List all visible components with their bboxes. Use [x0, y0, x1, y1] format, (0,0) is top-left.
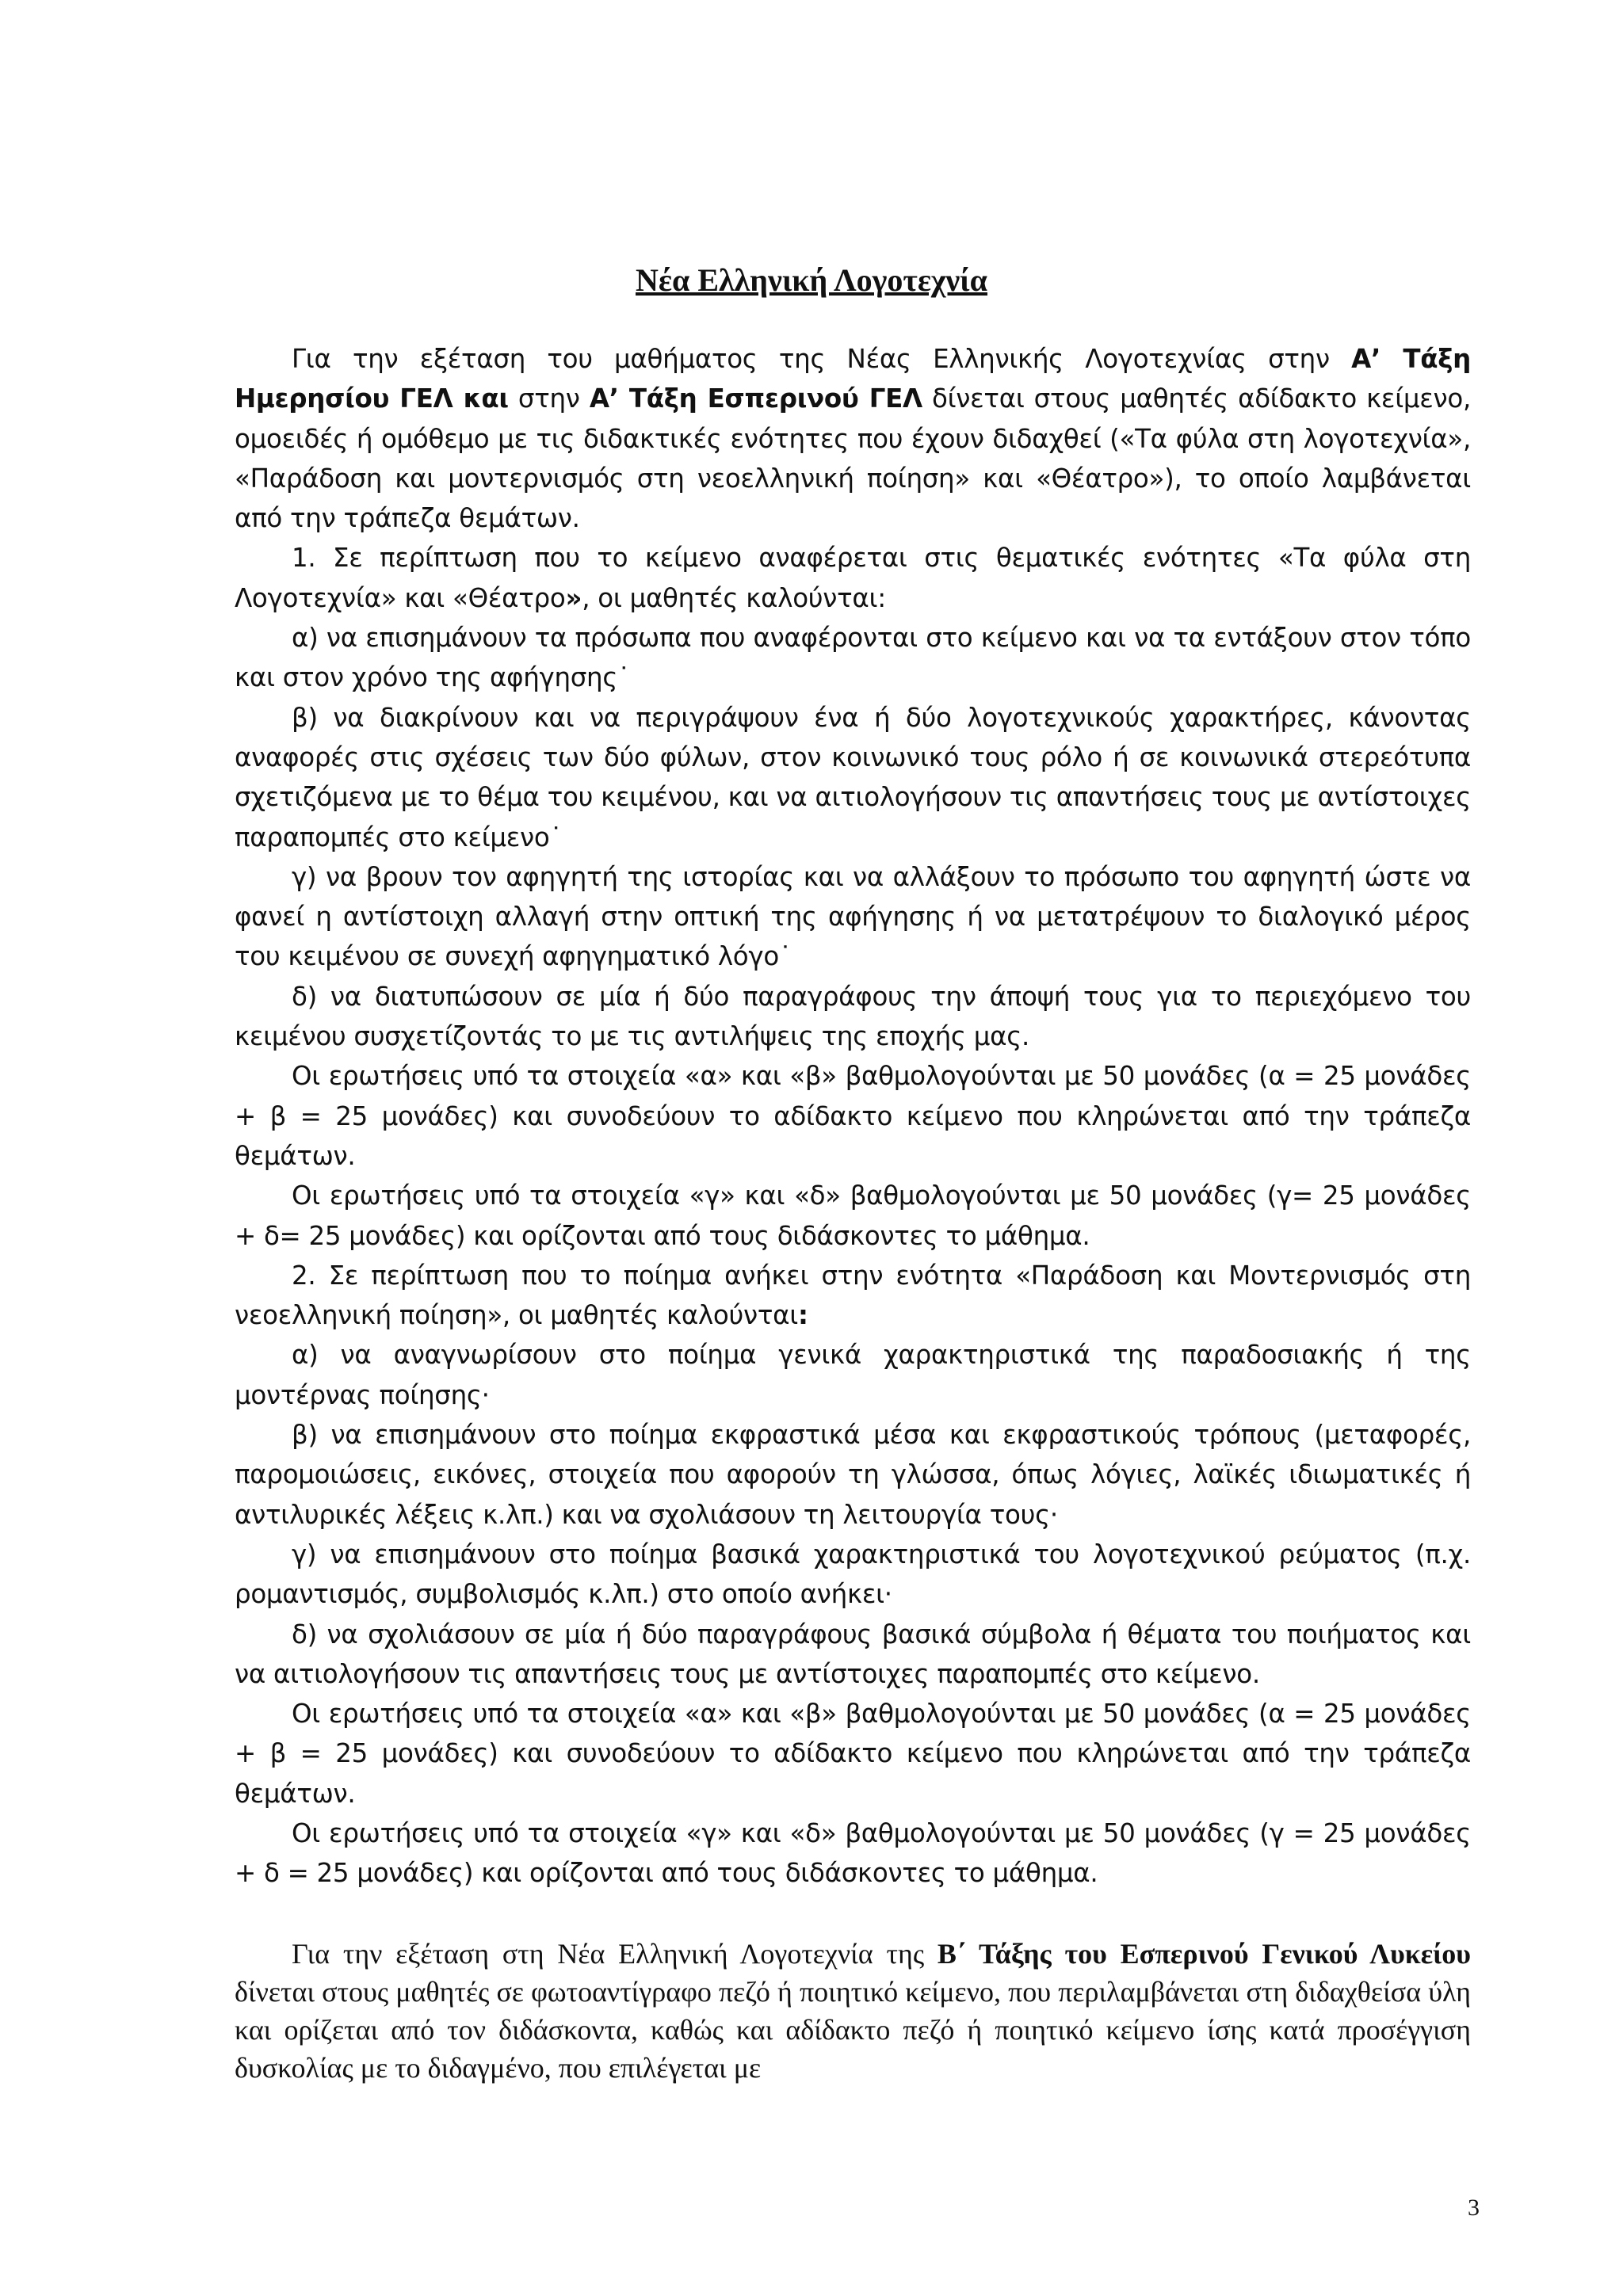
section2-text-1: Για την εξέταση στη Νέα Ελληνική Λογοτεχνία της [292, 1938, 938, 1970]
case2-intro [235, 1256, 1471, 1336]
case1-item-a: α) να επισημάνουν τα πρόσωπα που αναφέρονται στο κείμενο και να τα εντάξουν στον τόπο και στον χρόνο της αφήγησης˙ [235, 623, 1471, 693]
case2-item-d: δ) να σχολιάσουν σε μία ή δύο παραγράφους βασικά σύμβολα ή θέματα του ποιήματος και να αιτιολογήσουν τις απαντήσεις τους με αντίστοιχες παραπομπές στο κείμενο. [235, 1619, 1471, 1689]
case2-item-b: β) να επισημάνουν στο ποίημα εκφραστικά μέσα και εκφραστικούς τρόπους (μεταφορές, παρομοιώσεις, εικόνες, στοιχεία που αφορούν τη γλώσσα, όπως λόγιες, λαϊκές ιδιωματικές ή αντιλυρικές λέξεις κ.λπ.) και να σχολιάσουν τη λειτουργία τους· [235, 1420, 1471, 1530]
intro-bold-2: Α’ Τάξη Εσπερινού ΓΕΛ [589, 383, 922, 414]
intro-bold-1: Α’ Τάξη Ημερησίου ΓΕΛ και [235, 344, 1471, 414]
case2-item-c: γ) να επισημάνουν στο ποίημα βασικά χαρακτηριστικά του λογοτεχνικού ρεύματος (π.χ. ρομαντισμός, συμβολισμός κ.λπ.) στο οποίο ανήκει· [235, 1539, 1471, 1610]
case1-item-c: γ) να βρουν τον αφηγητή της ιστορίας και να αλλάξουν το πρόσωπο του αφηγητή ώστε να φανεί η αντίστοιχη αλλαγή στην οπτική της αφήγησης ή να μετατρέψουν το διαλογικό μέρος του κειμένου σε συνεχή αφηγηματικό λόγο˙ [235, 861, 1471, 972]
case1-grading-1: Οι ερωτήσεις υπό τα στοιχεία «α» και «β» βαθμολογούνται με 50 μονάδες (α = 25 μονάδες + β = 25 μονάδες) και συνοδεύουν το αδίδακτο κείμενο που κληρώνεται από την τράπεζα θεμάτων. [235, 1061, 1471, 1171]
page-title: Νέα Ελληνική Λογοτεχνία [636, 262, 987, 298]
case1-intro [235, 538, 1471, 618]
case2-intro-text: 2. Σε περίπτωση που το ποίημα ανήκει στην ενότητα «Παράδοση και Μοντερνισμός στη νεοελληνική ποίηση», οι μαθητές καλούνται [235, 1260, 1471, 1331]
intro-text-3: δίνεται στους μαθητές αδίδακτο κείμενο, ομοειδές ή ομόθεμο με τις διδακτικές ενότητες που έχουν διδαχθεί («Τα φύλα στη λογοτεχνία», «Παράδοση και μοντερνισμός στη νεοελληνική ποίηση» και «Θέατρο»), το οποίο λαμβάνεται από την τράπεζα θεμάτων. [235, 383, 1472, 534]
main-body [235, 339, 1471, 1894]
case1-intro-text-2: , οι μαθητές καλούνται: [582, 582, 886, 613]
case2-grading-2: Οι ερωτήσεις υπό τα στοιχεία «γ» και «δ» βαθμολογούνται με 50 μονάδες (γ = 25 μονάδες + δ = 25 μονάδες) και ορίζονται από τους διδάσκοντες το μάθημα. [235, 1817, 1471, 1889]
case1-intro-bold: » [565, 582, 582, 613]
case1-item-b: β) να διακρίνουν και να περιγράψουν ένα ή δύο λογοτεχνικούς χαρακτήρες, κάνοντας αναφορές στις σχέσεις των δύο φύλων, στον κοινωνικό τους ρόλο ή σε κοινωνικά στερεότυπα σχετιζόμενα με το θέμα του κειμένου, και να αιτιολογήσουν τις απαντήσεις τους με αντίστοιχες παραπομπές στο κείμενο˙ [235, 702, 1471, 852]
section2-paragraph [235, 1935, 1471, 2087]
intro-text-2: στην [508, 383, 590, 414]
case2-item-a: α) να αναγνωρίσουν στο ποίημα γενικά χαρακτηριστικά της παραδοσιακής ή της μοντέρνας ποίησης· [235, 1340, 1471, 1410]
case1-intro-text: 1. Σε περίπτωση που το κείμενο αναφέρεται στις θεματικές ενότητες «Τα φύλα στη Λογοτεχνία» και «Θέατρο [235, 543, 1471, 613]
case2-intro-bold: : [797, 1300, 808, 1331]
section2-text-2: δίνεται στους μαθητές σε φωτοαντίγραφο πεζό ή ποιητικό κείμενο, που περιλαμβάνεται στη διδαχθείσα ύλη και ορίζεται από τον διδάσκοντα, καθώς και αδίδακτο πεζό ή ποιητικό κείμενο ίσης κατά προσέγγιση δυσκολίας με το διδαγμένο, που επιλέγεται με [235, 1976, 1471, 2084]
section2-bold: Β΄ Τάξης του Εσπερινού Γενικού Λυκείου [937, 1938, 1471, 1970]
case1-grading-2: Οι ερωτήσεις υπό τα στοιχεία «γ» και «δ» βαθμολογούνται με 50 μονάδες (γ= 25 μονάδες + δ= 25 μονάδες) και ορίζονται από τους διδάσκοντες το μάθημα. [235, 1180, 1471, 1251]
section2-body [235, 1935, 1471, 2087]
case2-grading-1: Οι ερωτήσεις υπό τα στοιχεία «α» και «β» βαθμολογούνται με 50 μονάδες (α = 25 μονάδες + β = 25 μονάδες) και συνοδεύουν το αδίδακτο κείμενο που κληρώνεται από την τράπεζα θεμάτων. [235, 1699, 1471, 1809]
page-number: 3 [1468, 2195, 1480, 2221]
case1-item-d: δ) να διατυπώσουν σε μία ή δύο παραγράφους την άποψή τους για το περιεχόμενο του κειμένου συσχετίζοντάς το με τις αντιλήψεις της εποχής μας. [235, 981, 1471, 1052]
intro-text-1: Για την εξέταση του μαθήματος της Νέας Ελληνικής Λογοτεχνίας στην [292, 344, 1352, 374]
intro-paragraph [235, 339, 1471, 538]
